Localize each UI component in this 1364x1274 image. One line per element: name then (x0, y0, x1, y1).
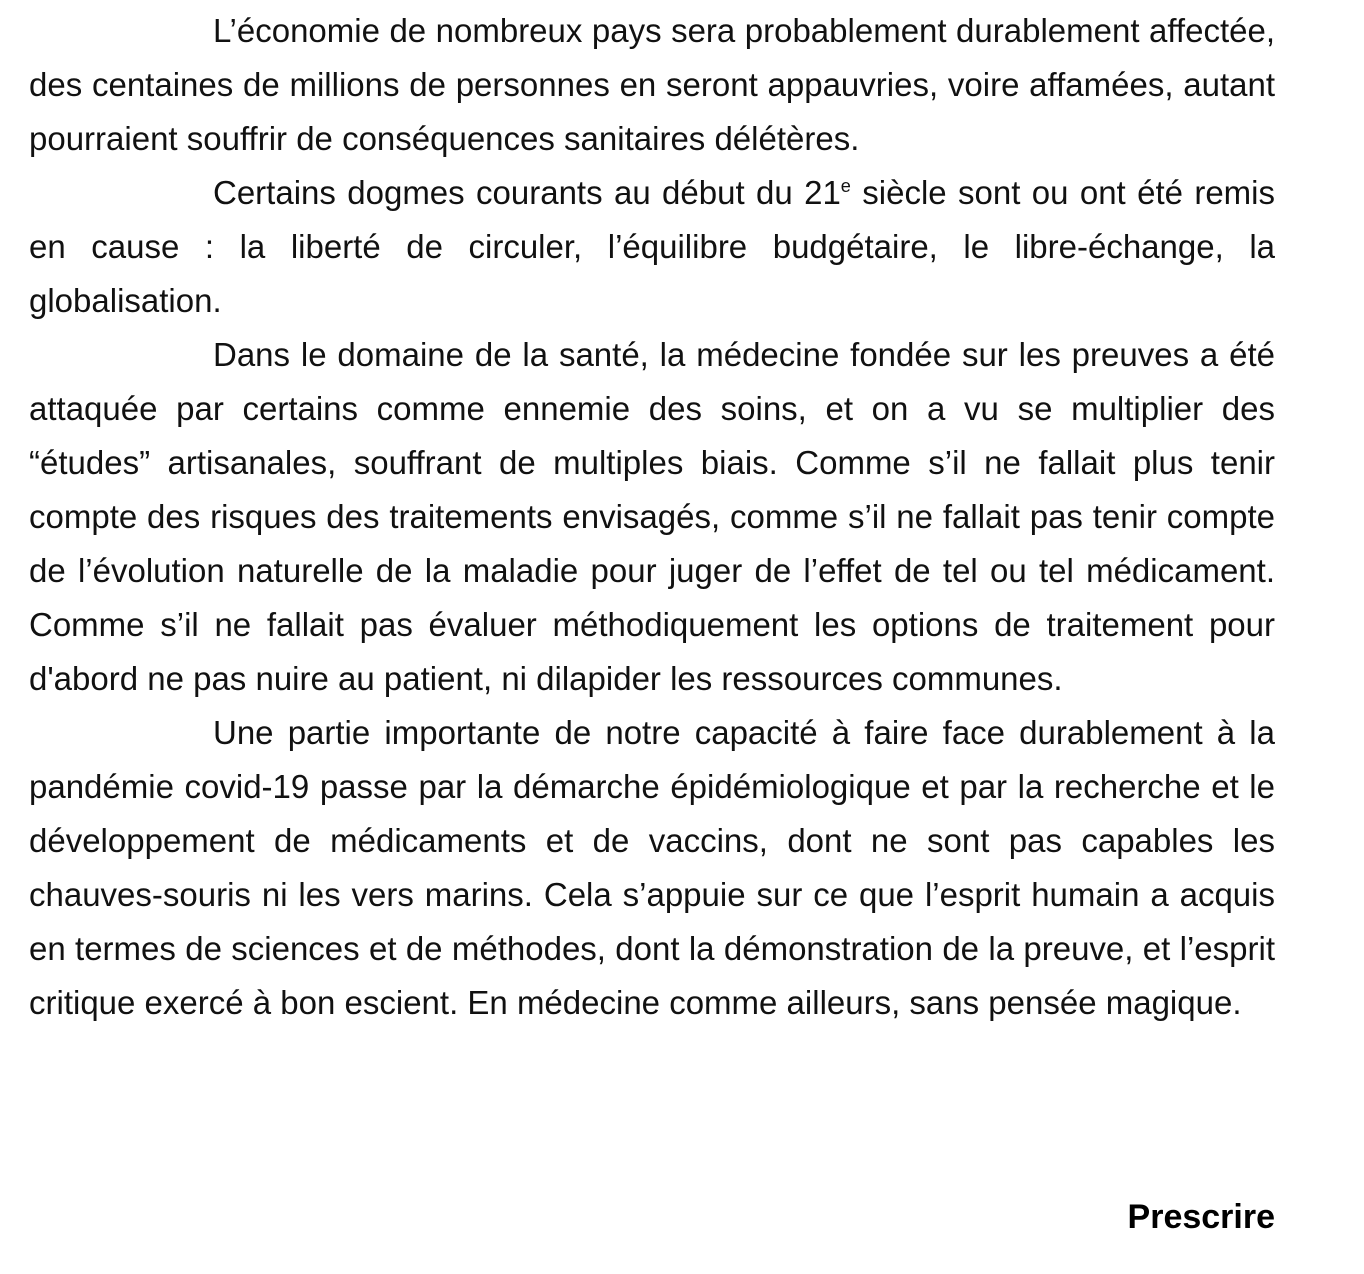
ordinal-superscript: e (840, 176, 851, 196)
paragraph-dogmas (29, 166, 1275, 328)
paragraph-economy: L’économie de nombreux pays sera probablement durablement affectée, des centaines de millions de personnes en seront appauvries, voire affamées, autant pourraient souffrir de conséquences sanitaires délétères. (29, 12, 1275, 157)
paragraph-covid-response: Une partie importante de notre capacité à faire face durablement à la pandémie covid-19 passe par la démarche épidémiologique et par la recherche et le développement de médicaments et de vaccins, dont ne sont pas capables les chauves-souris ni les vers marins. Cela s’appuie sur ce que l’esprit humain a acquis en termes de sciences et de méthodes, dont la démonstration de la preuve, et l’esprit critique exercé à bon escient. En médecine comme ailleurs, sans pensée magique. (29, 714, 1275, 1021)
paragraph-dogmas-after: siècle sont ou ont été remis en cause : la liberté de circuler, l’équilibre budgétaire, le libre-échange, la globalisation. (29, 174, 1275, 319)
article-body (29, 4, 1275, 1030)
paragraph-dogmas-before: Certains dogmes courants au début du 21 (213, 174, 841, 211)
signature: Prescrire (1127, 1198, 1275, 1236)
paragraph-evidence-based-medicine: Dans le domaine de la santé, la médecine fondée sur les preuves a été attaquée par certains comme ennemie des soins, et on a vu se multiplier des “études” artisanales, souffrant de multiples biais. Comme s’il ne fallait plus tenir compte des risques des traitements envisagés, comme s’il ne fallait pas tenir compte de l’évolution naturelle de la maladie pour juger de l’effet de tel ou tel médicament. Comme s’il ne fallait pas évaluer méthodiquement les options de traitement pour d'abord ne pas nuire au patient, ni dilapider les ressources communes. (29, 336, 1275, 697)
